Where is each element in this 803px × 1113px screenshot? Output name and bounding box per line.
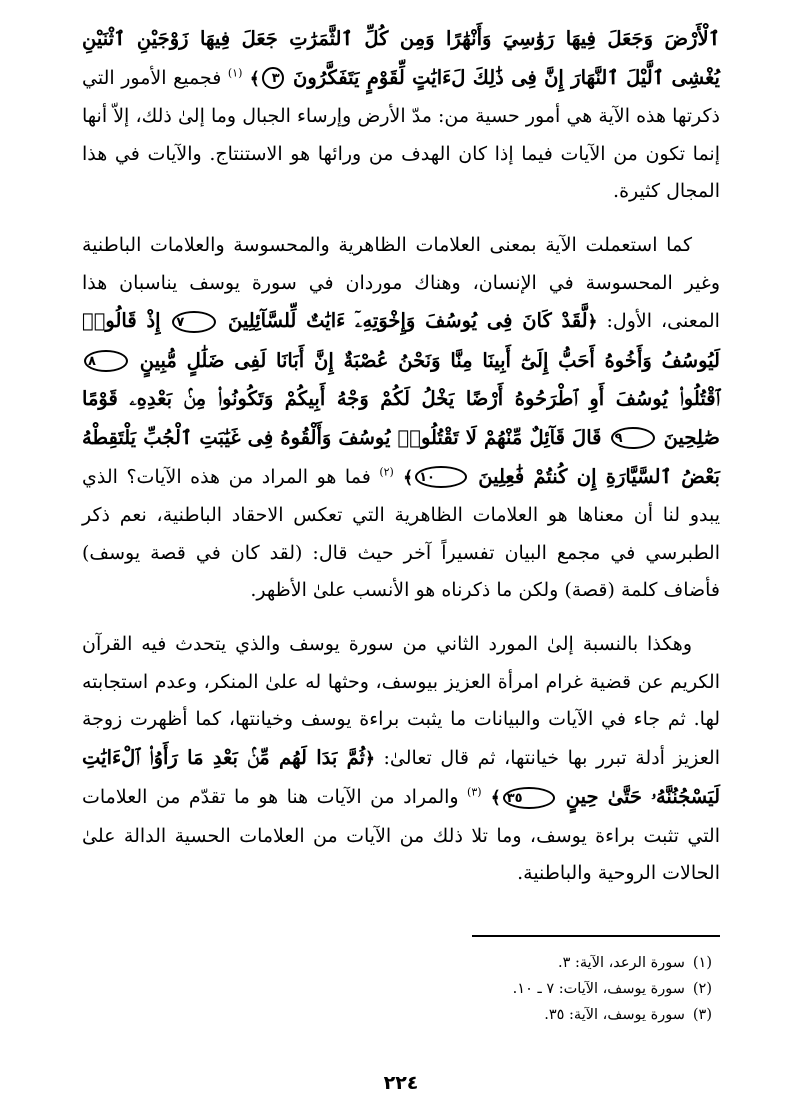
footnote-ref-1: (١)	[227, 66, 243, 80]
body-text: وهكذا بالنسبة إلىٰ المورد الثاني من سورة يوسف والذي يتحدث فيه القرآن الكريم عن قضية غرام امرأة العزيز بيوسف، وحثها له علىٰ المنكر، وعدم استجابته لها. ثم جاء في الآيات والبيانات ما يثبت براءة يوسف وخيانتها، كما أظهرت زوجة العزيز أدلة تبرر بها خيانتها، ثم قال تعالىٰ:	[82, 632, 720, 769]
quran-close-bracket: ﴾	[249, 68, 260, 89]
footnote-number: (١)	[692, 955, 712, 971]
body-text: فما هو المراد من هذه الآيات؟ الذي يبدو لنا أن معناها هو العلامات الظاهرية التي تعكس الاحقاد الباطنية، نعم ذكر الطبرسي في مجمع البيان تفسيراً آخر حيث قال: (لقد كان في قصة يوسف) فأضاف كلمة (قصة) ولكن ما ذكرناه هو الأنسب علىٰ الأظهر.	[82, 465, 720, 602]
footnote-item	[212, 976, 712, 1002]
quran-verse-text: قَالَ قَآئِلٌ مِّنْهُمْ لَا تَقْتُلُوا۟ يُوسُفَ وَأَلْقُوهُ فِى غَيَٰبَتِ ٱلْجُبِّ يَلْتَقِطْهُ بَعْضُ ٱلسَّيَّارَةِ إِن كُنتُمْ فَٰعِلِينَ	[82, 425, 720, 488]
aya-number-marker: ٩	[611, 427, 655, 449]
footnotes	[212, 950, 712, 1028]
footnote-item	[212, 950, 712, 976]
footnote-ref-2: (٢)	[379, 465, 394, 479]
quran-verse-text: لَّقَدْ كَانَ فِى يُوسُفَ وَإِخْوَتِهِۦٓ ءَايَٰتٌ لِّلسَّآئِلِينَ	[228, 309, 588, 333]
quran-verse-text: إِذْ قَالُوا۟ لَيُوسُفُ وَأَخُوهُ أَحَبُّ إِلَىٰٓ أَبِينَا مِنَّا وَنَحْنُ عُصْبَةٌ إِنَّ أَبَانَا لَفِى ضَلَٰلٍ مُّبِينٍ	[82, 309, 720, 372]
footnote-text: سورة يوسف، الآية: ٣٥.	[544, 1007, 685, 1023]
aya-number-marker: ٣	[262, 67, 284, 89]
footnote-separator	[472, 935, 720, 937]
footnote-item	[212, 1002, 712, 1028]
quran-close-bracket: ﴾	[490, 788, 501, 809]
paragraph-3	[82, 626, 720, 893]
aya-number-marker: ٧	[172, 311, 216, 333]
footnote-text: سورة الرعد، الآية: ٣.	[558, 955, 685, 971]
paragraph-1	[82, 20, 720, 211]
quran-verse-text: ٱقْتُلُوا۟ يُوسُفَ أَوِ ٱطْرَحُوهُ أَرْضًا يَخْلُ لَكُمْ وَجْهُ أَبِيكُمْ وَتَكُونُوا۟ مِنۢ بَعْدِهِۦ قَوْمًا صَٰلِحِينَ	[82, 387, 720, 449]
paragraph-2	[82, 227, 720, 610]
quran-open-bracket: ﴿	[587, 312, 598, 333]
body-text: والمراد من الآيات هنا هو ما تقدّم من العلامات التي تثبت براءة يوسف، وما تلا ذلك من الآيات من العلامات الحسية الدالة علىٰ الحالات الروحية والباطنية.	[82, 786, 720, 885]
aya-number-marker: ٨	[84, 350, 128, 372]
quran-verse-yusuf-7-10	[82, 309, 720, 487]
body-text: كما استعملت الآية بمعنى العلامات الظاهرية والمحسوسة والعلامات الباطنية وغير المحسوسة في الإنسان، وهناك موردان في سورة يوسف يناسبان هذا المعنى، الأول:	[82, 233, 720, 333]
aya-number-marker: ١٠	[415, 466, 467, 488]
footnote-ref-3: (٣)	[467, 785, 482, 799]
footnote-number: (٢)	[692, 981, 712, 997]
page-body	[82, 20, 721, 1094]
quran-open-bracket: ﴿	[364, 748, 375, 769]
body-text: فجميع الأمور التي ذكرتها هذه الآية هي أمور حسية من: مدّ الأرض وإرساء الجبال وما إلىٰ ذلك، إلاّ أنها إنما تكون من الآيات فيما إذا كان الهدف من ورائها هو الاستنتاج. والآيات في هذا المجال كثيرة.	[82, 66, 720, 203]
footnote-text: سورة يوسف، الآيات: ٧ ـ ١٠.	[512, 981, 685, 997]
quran-close-bracket: ﴾	[403, 467, 414, 488]
quran-verse-text: ٱلْأَرْضَ وَجَعَلَ فِيهَا رَوَٰسِيَ وَأَنْهَٰرًا وَمِن كُلِّ ٱلثَّمَرَٰتِ جَعَلَ فِيهَا زَوْجَيْنِ ٱثْنَيْنِ يُغْشِى ٱلَّيْلَ ٱلنَّهَارَ إِنَّ فِى ذَٰلِكَ لَءَايَٰتٍ لِّقَوْمٍ يَتَفَكَّرُونَ	[82, 27, 720, 89]
page-number: ٢٢٤	[383, 1072, 419, 1094]
footnote-number: (٣)	[692, 1007, 712, 1023]
quran-verse-text: ثُمَّ بَدَا لَهُم مِّنۢ بَعْدِ مَا رَأَوُا۟ ٱلْءَايَٰتِ لَيَسْجُنُنَّهُۥ حَتَّىٰ حِينٍ	[82, 745, 721, 809]
aya-number-marker: ٣٥	[503, 787, 555, 809]
